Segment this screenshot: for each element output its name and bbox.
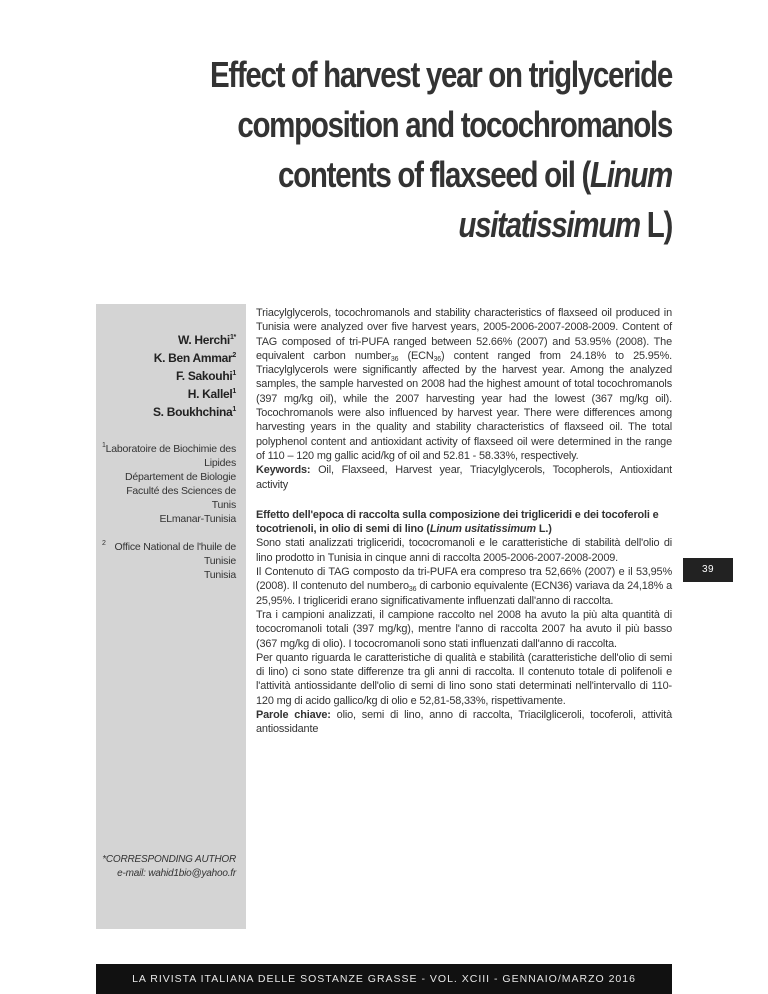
italian-title: Effetto dell'epoca di raccolta sulla composizione dei trigliceridi e dei tocoferoli e tocotrienoli, in olio di semi di lino (Linum usitatissimum L.) — [256, 508, 659, 536]
article-title: Effect of harvest year on triglyceride composition and tocochromanols contents of flaxseed oil (Linum usitatissimum L) — [209, 54, 672, 245]
abstract-italian-p1: Sono stati analizzati trigliceridi, tococromanoli e le caratteristiche di stabilità dell'olio di lino prodotto in Tunisia in cinque anni di raccolta 2005-2006-2007-2008-2009. — [256, 537, 672, 564]
abstract-column — [256, 306, 672, 737]
title-scientific-name: Linum usitatissimum — [458, 154, 672, 245]
author: H. Kallel$^1$ — [187, 387, 236, 401]
corresponding-email: e-mail: wahid1bio@yahoo.fr — [117, 868, 236, 879]
keywords-english: Keywords: Oil, Flaxseed, Harvest year, Triacylglycerols, Tocopherols, Antioxidant activity — [256, 464, 672, 491]
abstract-italian-p4: Per quanto riguarda le caratteristiche di qualità e stabilità (caratteristiche dell'olio di semi di lino) ci sono state differenze tra gli anni di raccolta. Il contenuto totale di polifenoli e l'attività antiossidante dell'olio di semi di lino sono stati determinati nell'intervallo di 110-120 mg di acido gallico/kg di olio e 52,81-58,33%, rispettivamente. — [256, 651, 672, 707]
corresponding-author: *CORRESPONDING AUTHOR e-mail: wahid1bio@yahoo.fr — [96, 853, 236, 881]
affiliation-2: 2 Office National de l'huile de Tunisie Tunisia — [102, 540, 236, 581]
abstract-italian-p2: Il Contenuto di TAG composto da tri-PUFA era compreso tra 52,66% (2007) e il 53,95% (2008). Il contenuto del numbero$_{36}$ di carbonio equivalente (ECN36) variava da 24,18% a 25,95%. I trigliceridi erano significativamente influenzati dall'anno di raccolta. — [256, 566, 672, 607]
keywords-italian: Parole chiave: olio, semi di lino, anno di raccolta, Triacilgliceroli, tocoferoli, attività antiossidante — [256, 709, 672, 736]
page-number: 39 — [683, 558, 733, 582]
author: S. Boukhchina$^1$ — [152, 405, 236, 419]
affiliation-1: 1 Laboratoire de Biochimie des Lipides Département de Biologie Faculté des Sciences de Tunis ELmanar-Tunisia — [102, 442, 236, 525]
author-sidebar — [96, 304, 246, 929]
abstract-english: Triacylglycerols, tocochromanols and stability characteristics of flaxseed oil produced in Tunisia were analyzed over five harvest years, 2005-2006-2007-2008-2009. Content of TAG composed of tri-PUFA ranged between 52.66% (2007) and 53.95% (2008). The equivalent carbon number$_{36}$ $(ECN_{36})$ content ranged from 24.18% to 25.95%. Triacylglycerols were significantly affected by the harvest year. Among the analyzed samples, the sample harvested on 2008 had the highest amount of total tocochromanols (397 mg/kg oil), while the 2007 harvesting year had the lowest (367 mg/kg oil). Tocochromanols were also influenced by harvest year. There were differences among harvesting years in the quality and stability characteristics of flaxseed oil. The total polyphenol content and antioxidant activity of flaxseed oil were determined in the range of 110 – 120 mg gallic acid/kg of oil and 52.81 - 58.33%, respectively. — [256, 307, 672, 462]
author: W. Herchi$^{1*}$ — [177, 333, 236, 347]
author-list — [102, 330, 236, 420]
author: K. Ben Ammar$^2$ — [153, 351, 236, 365]
journal-footer: LA RIVISTA ITALIANA DELLE SOSTANZE GRASSE - VOL. XCIII - GENNAIO/MARZO 2016 — [96, 964, 672, 994]
author: F. Sakouhi$^1$ — [176, 369, 236, 383]
abstract-italian-p3: Tra i campioni analizzati, il campione raccolto nel 2008 ha avuto la più alta quantità di tococromanoli totali (397 mg/kg), mentre l'anno di raccolta 2007 ha avuto il più basso (367 mg/kg di olio). I tococromanoli sono stati influenzati dall'anno di raccolta. — [256, 608, 672, 650]
